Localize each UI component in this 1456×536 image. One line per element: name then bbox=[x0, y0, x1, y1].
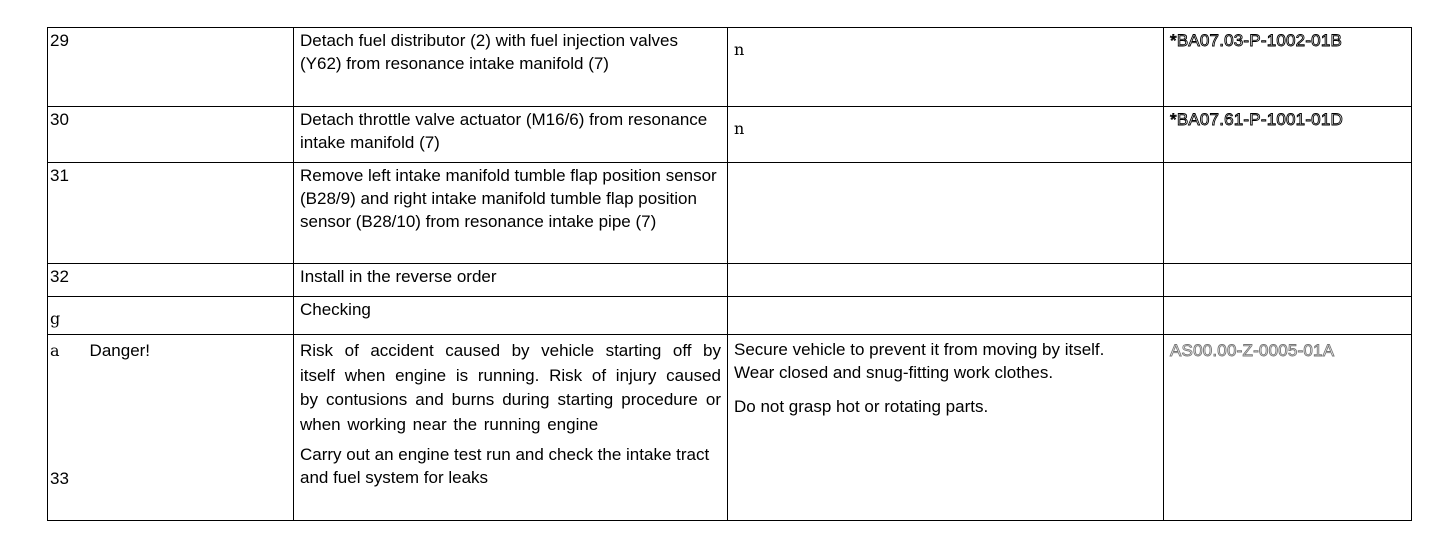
step-number: 29 bbox=[48, 28, 294, 107]
note-cell bbox=[728, 163, 1164, 264]
procedure-table bbox=[47, 27, 1412, 521]
reference-code[interactable]: *BA07.03-P-1002-01B bbox=[1170, 31, 1343, 50]
reference-code[interactable]: AS00.00-Z-0005-01A bbox=[1170, 341, 1335, 360]
measure-text: Secure vehicle to prevent it from moving by itself. bbox=[734, 340, 1105, 359]
note-cell bbox=[728, 297, 1164, 335]
measure-text: Wear closed and snug-fitting work clothes. bbox=[734, 363, 1054, 382]
reference-link[interactable] bbox=[1164, 107, 1412, 163]
danger-label: Danger! bbox=[89, 341, 151, 360]
step-text: Carry out an engine test run and check the intake tract and fuel system for leaks bbox=[300, 445, 710, 487]
danger-text-cell bbox=[294, 335, 728, 521]
step-number: 30 bbox=[48, 107, 294, 163]
table-row bbox=[48, 107, 1412, 163]
checking-icon: g bbox=[50, 309, 61, 328]
step-text: Remove left intake manifold tumble flap position sensor (B28/9) and right intake manifold tumble flap position sensor (B28/10) from resonance intake pipe (7) bbox=[294, 163, 728, 264]
note-n-icon: n bbox=[734, 40, 745, 59]
table-row-danger bbox=[48, 335, 1412, 521]
step-text: Install in the reverse order bbox=[294, 264, 728, 297]
step-text: Detach fuel distributor (2) with fuel injection valves (Y62) from resonance intake manifold (7) bbox=[294, 28, 728, 107]
measure-text: Do not grasp hot or rotating parts. bbox=[734, 397, 989, 416]
reference-cell bbox=[1164, 264, 1412, 297]
note-n-icon: n bbox=[734, 119, 745, 138]
table-row bbox=[48, 28, 1412, 107]
table-row bbox=[48, 297, 1412, 335]
note-symbol bbox=[728, 28, 1164, 107]
note-symbol bbox=[728, 107, 1164, 163]
table-row bbox=[48, 264, 1412, 297]
step-number: 33 bbox=[50, 469, 69, 488]
reference-link[interactable] bbox=[1164, 335, 1412, 521]
reference-cell bbox=[1164, 163, 1412, 264]
note-cell bbox=[728, 264, 1164, 297]
step-text: Detach throttle valve actuator (M16/6) from resonance intake manifold (7) bbox=[294, 107, 728, 163]
reference-code[interactable]: *BA07.61-P-1001-01D bbox=[1170, 110, 1343, 129]
danger-warning-icon: a bbox=[50, 341, 60, 360]
reference-link[interactable] bbox=[1164, 28, 1412, 107]
step-text: Checking bbox=[294, 297, 728, 335]
danger-step-cell bbox=[48, 335, 294, 521]
measures-cell bbox=[728, 335, 1164, 521]
step-number: 32 bbox=[48, 264, 294, 297]
reference-cell bbox=[1164, 297, 1412, 335]
risk-text: Risk of accident caused by vehicle starting off by itself when engine is running. Risk of injury caused by contusions and burns during starting procedure or when working near the running engine bbox=[300, 341, 721, 434]
step-number: 31 bbox=[48, 163, 294, 264]
table-row bbox=[48, 163, 1412, 264]
checking-icon-cell bbox=[48, 297, 294, 335]
